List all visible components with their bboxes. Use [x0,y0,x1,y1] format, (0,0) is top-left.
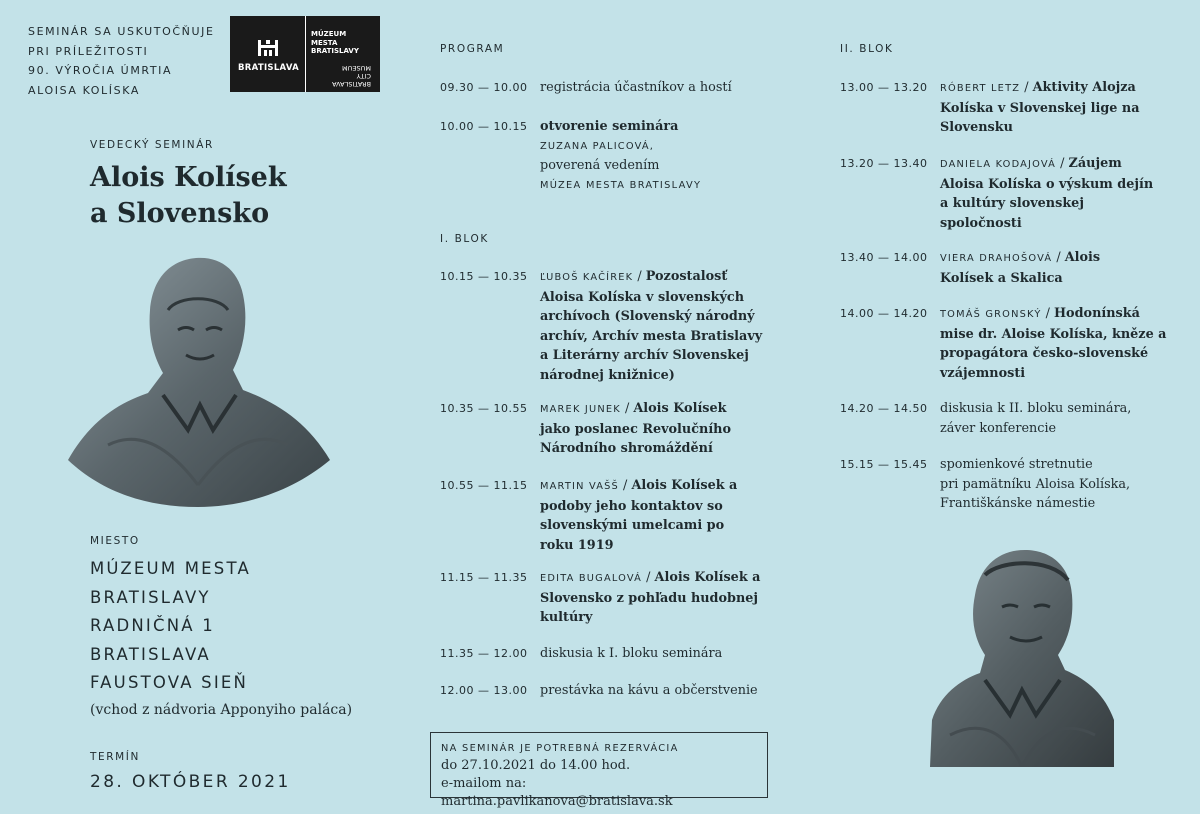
occasion-line: PRI PRÍLEŽITOSTI [28,44,149,58]
occasion-line: 90. VÝROČIA ÚMRTIA [28,64,173,77]
reservation-email[interactable]: e-mailom na: martina.pavlikanova@bratislava.sk [441,776,673,809]
venue-line: MÚZEUM MESTA [90,559,251,578]
item-body: EDITA BUGALOVÁ / Alois Kolísek a Slovensko z pohľadu hudobnej kultúry [540,570,761,626]
item-text: spomienkové stretnutie pri pamätníku Aloisa Kolíska, Františkánske námestie [940,457,1131,512]
talk-title: Pozostalosť Aloisa Kolíska v slovenských archívoch (Slovenský národný archív, Archív mesta Bratislavy a Literárny archív Slovenskej národnej knižnice) [540,269,763,383]
block1-heading: I. BLOK [440,233,489,245]
speaker-name: EDITA BUGALOVÁ [540,573,643,584]
item-time: 09.30 — 10.00 [440,81,528,94]
speaker-name: ĽUBOŠ KAČÍREK [540,272,634,283]
item-body: TOMÁŠ GRONSKÝ / Hodonínská mise dr. Aloise Kolíska, kněze a propagátora česko-slovenské vzájemnosti [940,306,1167,381]
item-time: 11.35 — 12.00 [440,647,528,660]
occasion-line: SEMINÁR SA USKUTOČŇUJE [28,25,215,38]
talk-title: Alois Kolísek a podoby jeho kontaktov so slovenskými umelcami po roku 1919 [540,478,738,553]
occasion-line: ALOISA KOLÍSKA [28,83,140,97]
museum-logo-icon [230,16,380,92]
item-body: MAREK JUNEK / Alois Kolísek jako poslanec Revolučního Národního shromáždění [540,401,732,457]
speaker-name: TOMÁŠ GRONSKÝ [940,309,1042,320]
logo-name: MÚZEUM MESTA BRATISLAVY [311,30,359,55]
item-time: 10.55 — 11.15 [440,479,528,492]
block2-heading: II. BLOK [840,43,894,55]
speaker-name: VIERA DRAHOŠOVÁ [940,253,1053,264]
item-body: VIERA DRAHOŠOVÁ / Alois Kolísek a Skalica [940,250,1101,286]
occasion-note [28,22,215,100]
item-text: diskusia k II. bloku seminára, záver konferencie [940,401,1132,436]
item-body: DANIELA KODAJOVÁ / Záujem Aloisa Kolíska o výskum dejín a kultúry slovenskej spoločnosti [940,156,1154,231]
talk-title: Aktivity Alojza Kolíska v Slovenskej lige na Slovensku [940,80,1140,136]
speaker-role: poverená vedením [540,158,660,174]
venue-label: MIESTO [90,535,140,547]
date-label: TERMÍN [90,751,140,763]
talk-title: Hodonínská mise dr. Aloise Kolíska, kněze a propagátora česko-slovenské vzájemnosti [940,306,1167,381]
item-time: 10.35 — 10.55 [440,402,528,415]
item-time: 14.20 — 14.50 [840,402,928,415]
castle-glyph-icon [258,40,278,56]
speaker-name: RÓBERT LETZ [940,83,1021,94]
talk-title: Záujem Aloisa Kolíska o výskum dejín a kultúry slovenskej spoločnosti [940,156,1154,231]
logo-name-mirrored: BRATISLAVA CITY MUSEUM [332,64,371,88]
talk-title: Alois Kolísek a Slovensko z pohľadu hudobnej kultúry [540,570,761,626]
speaker-name: DANIELA KODAJOVÁ [940,159,1057,170]
item-time: 10.00 — 10.15 [440,120,528,133]
item-body [540,117,770,195]
talk-title: Alois Kolísek a Skalica [940,250,1101,286]
item-body: ĽUBOŠ KAČÍREK / Pozostalosť Aloisa Kolíska v slovenských archívoch (Slovenský národný archív, Archív mesta Bratislavy a Literárny archív Slovenskej národnej knižnice) [540,269,763,383]
item-body: RÓBERT LETZ / Aktivity Alojza Kolíska v Slovenskej lige na Slovensku [940,80,1140,136]
seminar-kicker: VEDECKÝ SEMINÁR [90,139,214,151]
page-title: Alois Kolísek a Slovensko [90,162,287,229]
item-time: 14.00 — 14.20 [840,307,928,320]
item-text: diskusia k I. bloku seminára [540,646,723,661]
bust-portrait-image [930,545,1114,767]
speaker-institution: MÚZEA MESTA BRATISLAVY [540,179,702,191]
program-heading: PROGRAM [440,43,505,55]
venue-line: BRATISLAVA [90,644,211,664]
reservation-heading: NA SEMINÁR JE POTREBNÁ REZERVÁCIA [441,743,679,754]
reservation-box [430,732,768,809]
item-text: prestávka na kávu a občerstvenie [540,683,758,698]
logo-city: BRATISLAVA [238,63,300,73]
item-text: registrácia účastníkov a hostí [540,80,732,95]
venue-line: BRATISLAVY [90,587,211,607]
talk-title: Alois Kolísek jako poslanec Revolučního Národního shromáždění [540,401,732,457]
item-time: 15.15 — 15.45 [840,458,928,471]
venue-line: RADNIČNÁ 1 [90,616,215,636]
speaker-name: ZUZANA PALICOVÁ, [540,140,655,152]
event-date: 28. OKTÓBER 2021 [90,772,291,792]
item-time: 12.00 — 13.00 [440,684,528,697]
speaker-name: MAREK JUNEK [540,404,621,415]
speaker-name: MARTIN VAŠŠ [540,481,619,492]
venue-entrance-note: (vchod z nádvoria Apponyiho paláca) [90,702,353,718]
item-body: MARTIN VAŠŠ / Alois Kolísek a podoby jeho kontaktov so slovenskými umelcami po roku 1919 [540,478,738,553]
reservation-deadline: do 27.10.2021 do 14.00 hod. [441,758,631,773]
venue-address [90,555,251,698]
item-time: 10.15 — 10.35 [440,270,528,283]
item-title: otvorenie seminára [540,119,679,134]
bust-portrait-image [68,255,330,507]
item-time: 13.20 — 13.40 [840,157,928,170]
item-time: 11.15 — 11.35 [440,571,528,584]
venue-line: FAUSTOVA SIEŇ [90,673,249,693]
item-time: 13.40 — 14.00 [840,251,928,264]
item-time: 13.00 — 13.20 [840,81,928,94]
